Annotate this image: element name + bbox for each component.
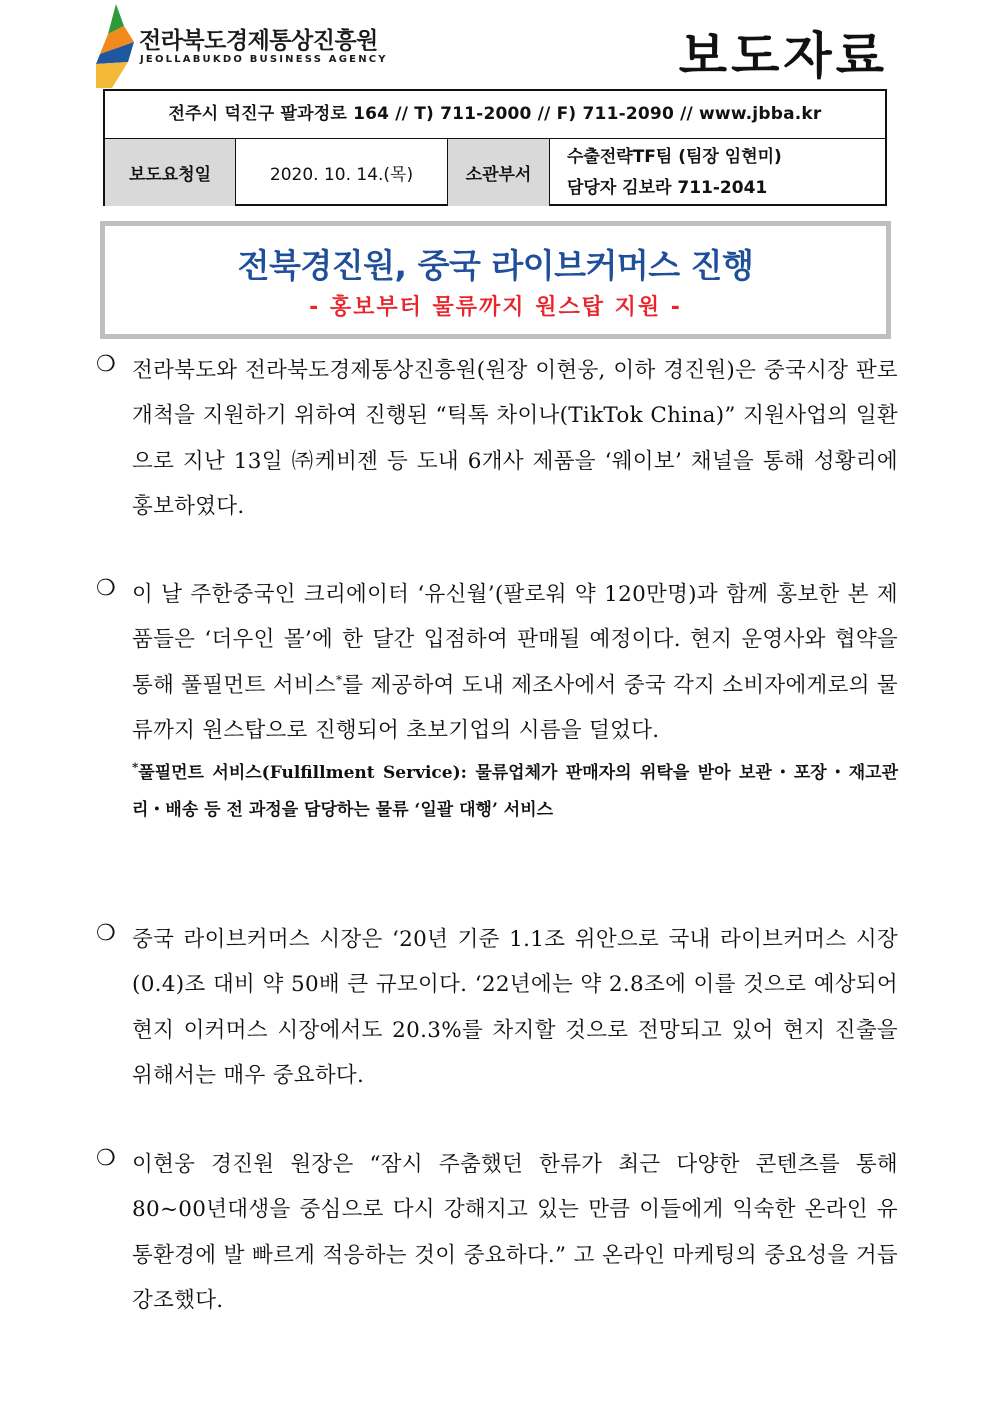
paragraph-4: [96, 1142, 898, 1323]
headline: 전북경진원, 중국 라이브커머스 진행: [237, 246, 754, 285]
paragraph-text: 이현웅 경진원 원장은 “잠시 주춤했던 한류가 최근 다양한 콘텐츠를 통해 80~00년대생을 중심으로 다시 강해지고 있는 만큼 이들에게 익숙한 온라인 유통환경에 발 빠르게 적응하는 것이 중요하다.” 고 온라인 마케팅의 중요성을 거듭 강조했다.: [132, 1152, 898, 1313]
request-date-label: 보도요청일: [105, 139, 236, 206]
paragraph-3: [96, 917, 898, 1098]
org-name-english: JEOLLABUKDO BUSINESS AGENCY: [140, 54, 388, 65]
bullet-icon: ❍: [96, 1146, 116, 1171]
paragraph-1: [96, 348, 898, 529]
paragraph-text: 이 날 주한중국인 크리에이터 ‘유신월’(팔로워 약 120만명)과 함께 홍보한 본 제품들은 ‘더우인 몰’에 한 달간 입점하여 판매될 예정이다. 현지 운영사와 협약을 통해 풀필먼트 서비스*를 제공하여 도내 제조사에서 중국 각지 소비자에게로의 물류까지 원스탑으로 진행되어 초보기업의 시름을 덜었다.: [132, 582, 898, 743]
bullet-icon: ❍: [96, 352, 116, 377]
document-type-title: 보도자료: [678, 27, 888, 85]
department-label: 소관부서: [448, 139, 550, 206]
org-logo: [94, 4, 394, 88]
bullet-icon: ❍: [96, 576, 116, 601]
request-date: 2020. 10. 14.(목): [236, 139, 448, 206]
headline-box: [100, 221, 891, 339]
paragraph-text: 전라북도와 전라북도경제통상진흥원(원장 이현웅, 이하 경진원)은 중국시장 판로개척을 지원하기 위하여 진행된 “틱톡 차이나(TikTok China)” 지원사업의 일환으로 지난 13일 ㈜케비젠 등 도내 6개사 제품을 ‘웨이보’ 채널을 통해 성황리에 홍보하였다.: [132, 358, 898, 519]
paragraph-text: 중국 라이브커머스 시장은 ‘20년 기준 1.1조 위안으로 국내 라이브커머스 시장(0.4)조 대비 약 50배 큰 규모이다. ‘22년에는 약 2.8조에 이를 것으로 예상되어 현지 이커머스 시장에서도 20.3%를 차지할 것으로 전망되고 있어 현지 진출을 위해서는 매우 중요하다.: [132, 927, 898, 1088]
footnote-mark: *: [335, 672, 343, 687]
subheadline: - 홍보부터 물류까지 원스탑 지원 -: [309, 295, 682, 320]
department-info: [550, 139, 885, 206]
department-contact: 담당자 김보라 711-2041: [567, 177, 768, 198]
paragraph-2: [96, 572, 898, 829]
org-name: 전라북도경제통상진흥원: [139, 28, 378, 54]
logo-mark-icon: [94, 4, 138, 88]
bullet-icon: ❍: [96, 921, 116, 946]
footnote: *풀필먼트 서비스(Fulfillment Service): 물류업체가 판매자의 위탁을 받아 보관・포장・재고관리・배송 등 전 과정을 담당하는 물류 ‘일괄 대행’ 서비스: [132, 760, 898, 821]
address-line: 전주시 덕진구 팔과정로 164 // T) 711-2000 // F) 711-2090 // www.jbba.kr: [105, 91, 885, 139]
footnote-mark: *: [132, 760, 139, 775]
department-team: 수출전략TF팀 (팀장 임현미): [567, 146, 782, 167]
contact-info-table: [103, 89, 887, 206]
